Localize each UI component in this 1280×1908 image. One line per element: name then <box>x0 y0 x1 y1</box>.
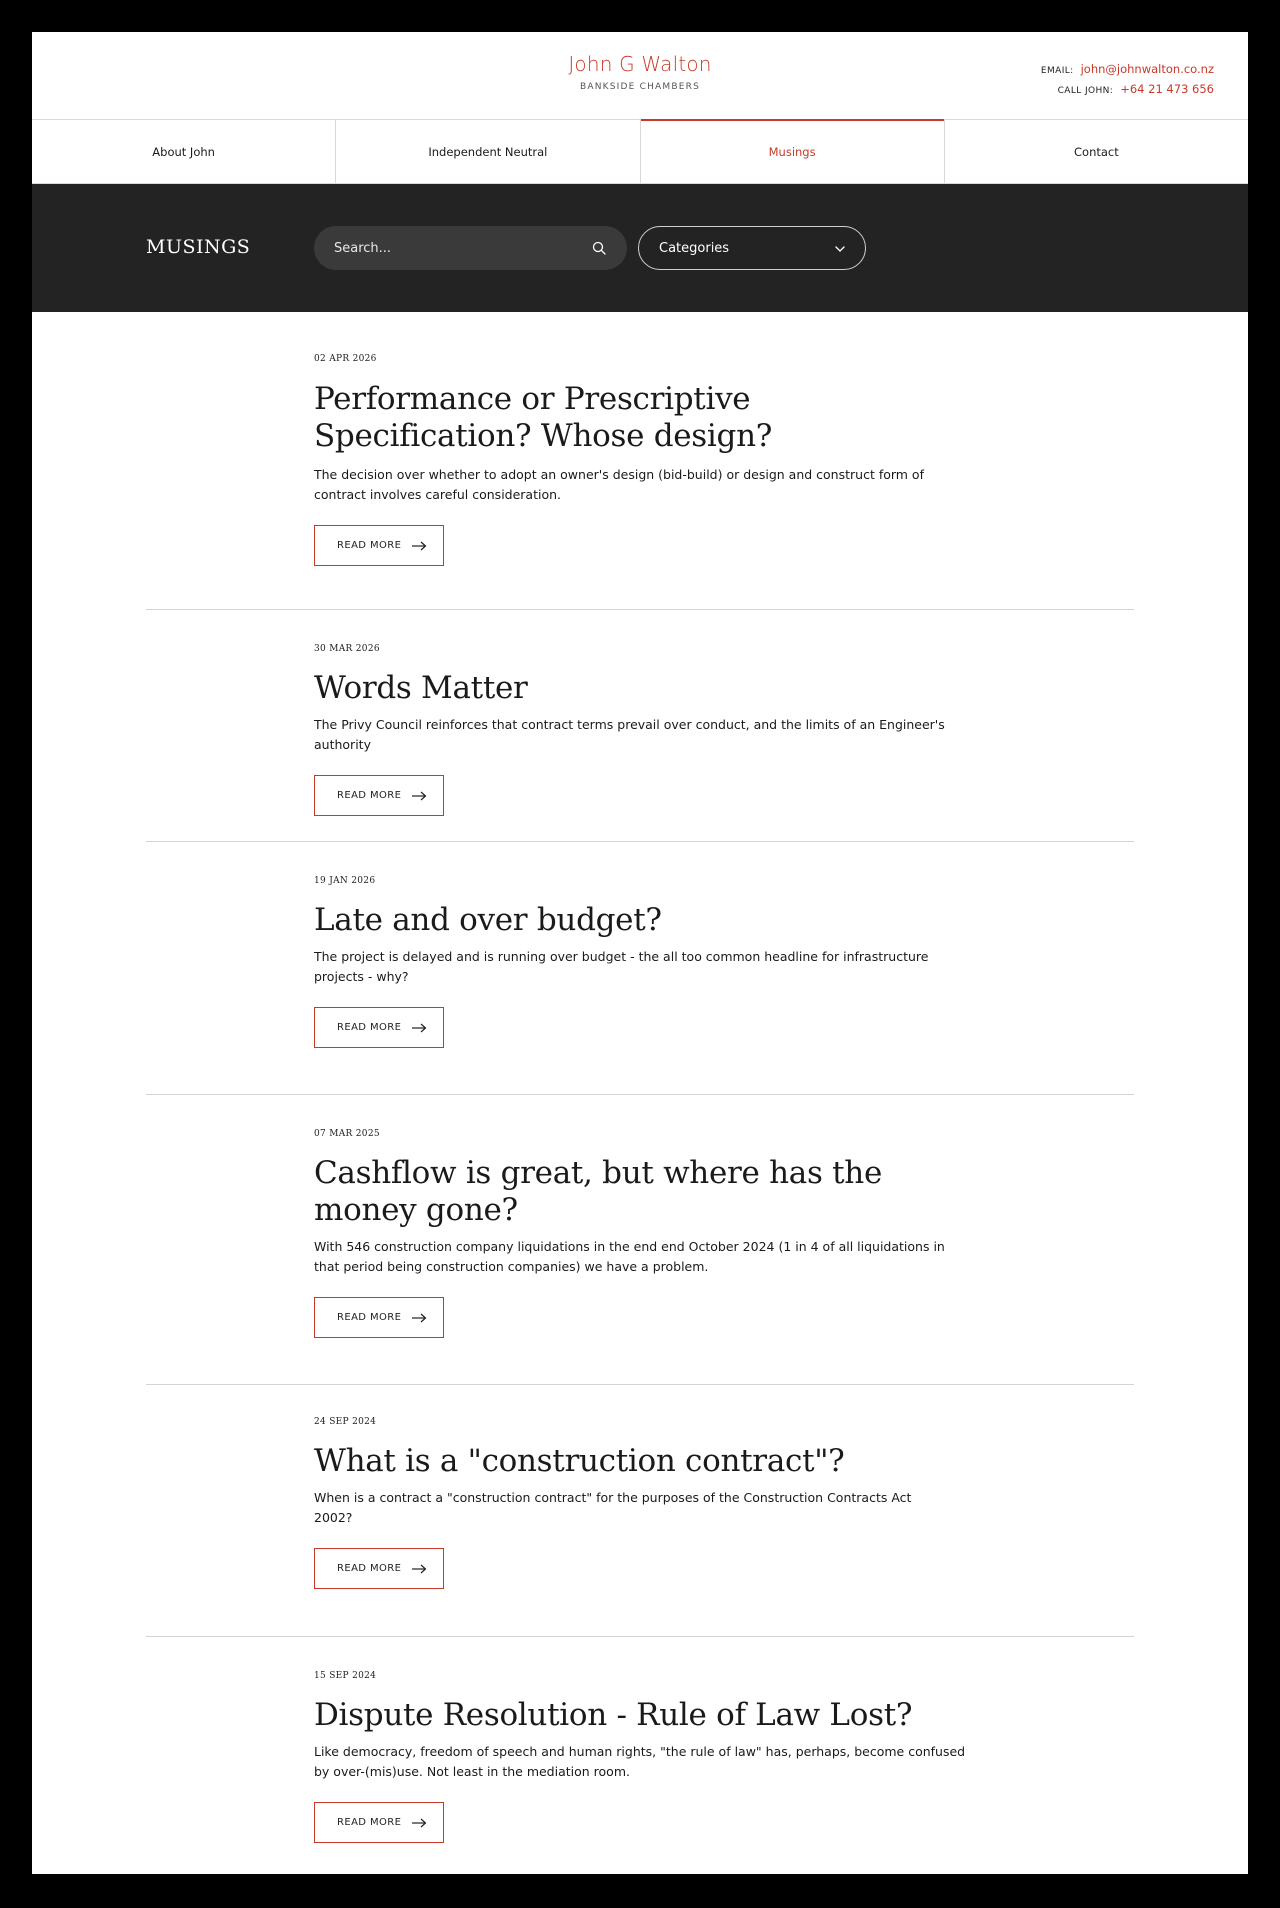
post-excerpt: When is a contract a "construction contract" for the purposes of the Construction Contracts Act 2002? <box>314 1490 912 1525</box>
read-more-button[interactable] <box>314 525 444 566</box>
arrow-right-icon <box>411 541 427 551</box>
post-title[interactable]: Late and over budget? <box>314 902 662 938</box>
page-title: MUSINGS <box>146 236 251 258</box>
post-excerpt: With 546 construction company liquidations in the end end October 2024 (1 in 4 of all liquidations in that period being construction companies) we have a problem. <box>314 1239 945 1274</box>
brand-subtitle: BANKSIDE CHAMBERS <box>579 82 700 92</box>
post-title[interactable]: Words Matter <box>314 670 528 706</box>
phone-label: CALL JOHN: <box>1057 86 1114 96</box>
chevron-down-icon <box>835 241 845 256</box>
post-date: 07 MAR 2025 <box>314 1129 380 1139</box>
post-excerpt: Like democracy, freedom of speech and human rights, "the rule of law" has, perhaps, become confused by over-(mis)use. Not least in the mediation room. <box>314 1744 966 1779</box>
read-more-label: READ MORE <box>337 790 402 801</box>
search-box[interactable] <box>314 226 627 270</box>
nav-item-musings[interactable]: Musings <box>641 120 945 183</box>
read-more-button[interactable] <box>314 1802 444 1843</box>
post-item <box>146 312 1134 610</box>
arrow-right-icon <box>411 791 427 801</box>
post-date: 30 MAR 2026 <box>314 644 380 654</box>
read-more-button[interactable] <box>314 775 444 816</box>
email-label: EMAIL: <box>1040 66 1074 76</box>
read-more-label: READ MORE <box>337 540 402 551</box>
post-excerpt: The project is delayed and is running over budget - the all too common headline for infrastructure projects - why? <box>314 949 929 984</box>
search-icon[interactable] <box>591 240 607 256</box>
read-more-button[interactable] <box>314 1297 444 1338</box>
post-title[interactable]: What is a "construction contract"? <box>314 1443 845 1479</box>
post-item <box>146 1385 1134 1637</box>
post-item <box>146 1095 1134 1385</box>
post-excerpt: The decision over whether to adopt an owner's design (bid-build) or design and construct form of contract involves careful consideration. <box>314 467 924 502</box>
nav-item-about-john[interactable]: About John <box>32 120 336 183</box>
post-title[interactable]: Cashflow is great, but where has the money gone? <box>314 1155 883 1228</box>
post-item <box>146 842 1134 1095</box>
categories-label: Categories <box>659 240 730 256</box>
post-date: 24 SEP 2024 <box>314 1417 377 1427</box>
filter-bar <box>32 184 1248 312</box>
site-header <box>32 32 1248 120</box>
arrow-right-icon <box>411 1023 427 1033</box>
read-more-label: READ MORE <box>337 1817 402 1828</box>
search-input[interactable] <box>334 241 591 256</box>
arrow-right-icon <box>411 1818 427 1828</box>
arrow-right-icon <box>411 1313 427 1323</box>
categories-select[interactable] <box>638 226 866 270</box>
read-more-label: READ MORE <box>337 1312 402 1323</box>
post-date: 15 SEP 2024 <box>314 1671 377 1681</box>
arrow-right-icon <box>411 1564 427 1574</box>
read-more-label: READ MORE <box>337 1022 402 1033</box>
post-date: 19 JAN 2026 <box>314 876 376 886</box>
read-more-button[interactable] <box>314 1007 444 1048</box>
main-nav <box>32 120 1248 184</box>
post-item <box>146 610 1134 842</box>
contact-info <box>1041 60 1214 100</box>
post-title[interactable]: Dispute Resolution - Rule of Law Lost? <box>314 1697 913 1733</box>
read-more-button[interactable] <box>314 1548 444 1589</box>
post-excerpt: The Privy Council reinforces that contract terms prevail over conduct, and the limits of an Engineer's authority <box>314 717 945 752</box>
browser-frame <box>32 32 1248 1874</box>
email-link[interactable]: john@johnwalton.co.nz <box>1080 62 1214 76</box>
post-item <box>146 1637 1134 1874</box>
post-list <box>32 312 1248 1874</box>
brand-name[interactable]: John G Walton <box>568 52 712 76</box>
post-date: 02 APR 2026 <box>314 354 377 364</box>
nav-item-independent-neutral[interactable]: Independent Neutral <box>336 120 640 183</box>
phone-link[interactable]: +64 21 473 656 <box>1120 82 1214 96</box>
nav-item-contact[interactable]: Contact <box>1074 144 1119 159</box>
read-more-label: READ MORE <box>337 1563 402 1574</box>
post-title[interactable]: Performance or Prescriptive Specification? Whose design? <box>314 381 773 454</box>
